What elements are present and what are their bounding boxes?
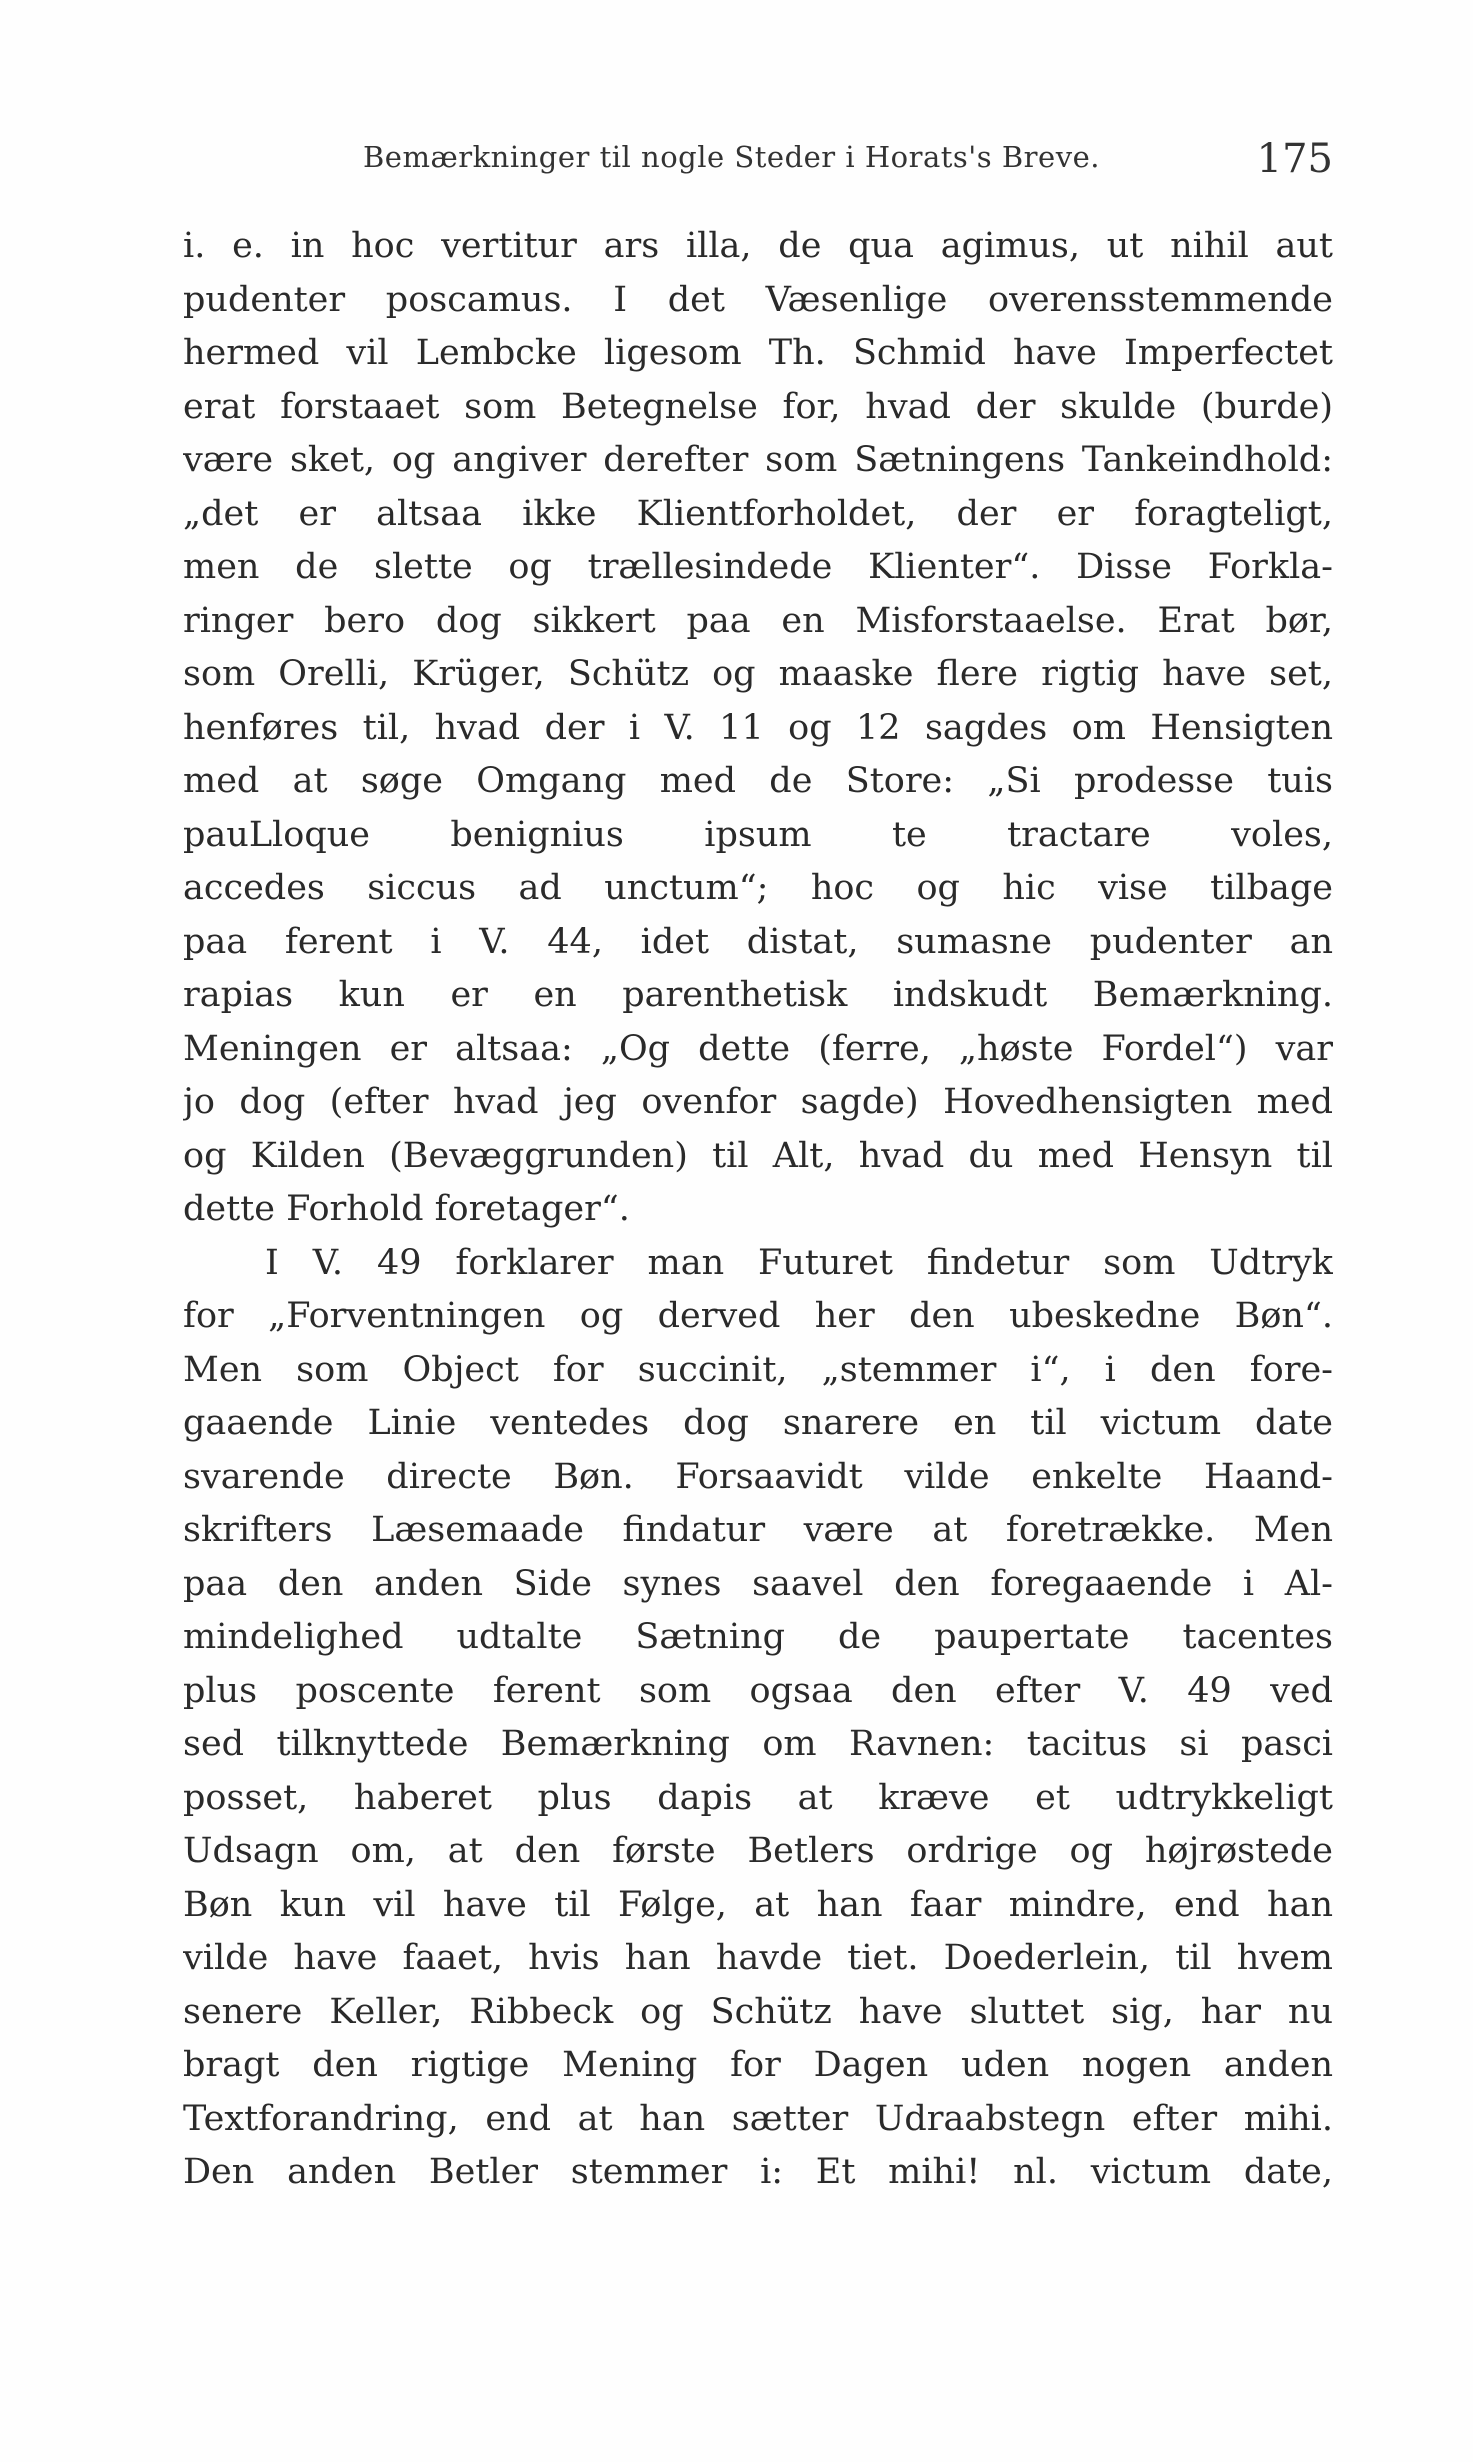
text-line: gaaende Linie ventedes dog snarere en til victum date [183, 1403, 1333, 1443]
text-line: bragt den rigtige Mening for Dagen uden nogen anden [183, 2045, 1333, 2085]
text-line: „det er altsaa ikke Klientforholdet, der er foragteligt, [183, 493, 1333, 534]
text-line-paragraph-end: dette Forhold foretager“. [183, 1189, 630, 1229]
text-line: plus poscente ferent som ogsaa den efter V. 49 ved [183, 1670, 1333, 1711]
text-line: Meningen er altsaa: „Og dette (ferre, „høste Fordel“) var [183, 1028, 1333, 1069]
text-line: men de slette og trællesindede Klienter“. Disse Forkla- [183, 547, 1333, 587]
text-line: Bøn kun vil have til Følge, at han faar mindre, end han [183, 1884, 1333, 1925]
text-line: for „Forventningen og derved her den ubeskedne Bøn“. [183, 1296, 1333, 1336]
text-line: svarende directe Bøn. Forsaavidt vilde enkelte Haand- [183, 1456, 1333, 1497]
text-line: senere Keller, Ribbeck og Schütz have sluttet sig, har nu [183, 1991, 1333, 2032]
text-line: erat forstaaet som Betegnelse for, hvad der skulde (burde) [183, 386, 1333, 427]
text-line: og Kilden (Bevæggrunden) til Alt, hvad du med Hensyn til [183, 1135, 1333, 1176]
text-line: Udsagn om, at den første Betlers ordrige og højrøstede [183, 1831, 1333, 1871]
text-line: som Orelli, Krüger, Schütz og maaske flere rigtig have set, [183, 654, 1333, 694]
text-line: med at søge Omgang med de Store: „Si prodesse tuis [183, 761, 1333, 801]
text-line: Textforandring, end at han sætter Udraabstegn efter mihi. [183, 2098, 1333, 2139]
text-line: i. e. in hoc vertitur ars illa, de qua agimus, ut nihil aut [183, 226, 1333, 266]
body-text [183, 220, 1333, 2200]
text-line: være sket, og angiver derefter som Sætningens Tankeindhold: [183, 440, 1333, 480]
text-line: accedes siccus ad unctum“; hoc og hic vise tilbage [183, 868, 1333, 908]
text-line: paa ferent i V. 44, idet distat, sumasne pudenter an [183, 921, 1333, 962]
running-head [363, 136, 1333, 186]
text-line: pauLloque benignius ipsum te tractare voles, [183, 814, 1333, 855]
text-line: skrifters Læsemaade findatur være at foretrække. Men [183, 1510, 1333, 1550]
text-line: paa den anden Side synes saavel den foregaaende i Al- [183, 1563, 1333, 1604]
text-line: pudenter poscamus. I det Væsenlige overensstemmende [183, 279, 1333, 320]
text-line: Den anden Betler stemmer i: Et mihi! nl. victum date, [183, 2152, 1333, 2192]
text-line: henføres til, hvad der i V. 11 og 12 sagdes om Hensigten [183, 707, 1333, 748]
text-line: Men som Object for succinit, „stemmer i“, i den fore- [183, 1349, 1333, 1390]
page-number: 175 [1256, 136, 1333, 182]
text-line: posset, haberet plus dapis at kræve et udtrykkeligt [183, 1777, 1333, 1818]
text-line: sed tilknyttede Bemærkning om Ravnen: tacitus si pasci [183, 1724, 1333, 1764]
running-head-title: Bemærkninger til nogle Steder i Horats's Breve. [363, 140, 1100, 174]
text-line: hermed vil Lembcke ligesom Th. Schmid have Imperfectet [183, 333, 1333, 373]
text-line: ringer bero dog sikkert paa en Misforstaaelse. Erat bør, [183, 600, 1333, 641]
text-line: mindelighed udtalte Sætning de paupertate tacentes [183, 1617, 1333, 1657]
text-line: vilde have faaet, hvis han havde tiet. Doederlein, til hvem [183, 1938, 1333, 1978]
text-line: jo dog (efter hvad jeg ovenfor sagde) Hovedhensigten med [183, 1082, 1333, 1122]
text-line-paragraph-start: I V. 49 forklarer man Futuret findetur som Udtryk [265, 1242, 1333, 1283]
text-line: rapias kun er en parenthetisk indskudt Bemærkning. [183, 975, 1333, 1015]
